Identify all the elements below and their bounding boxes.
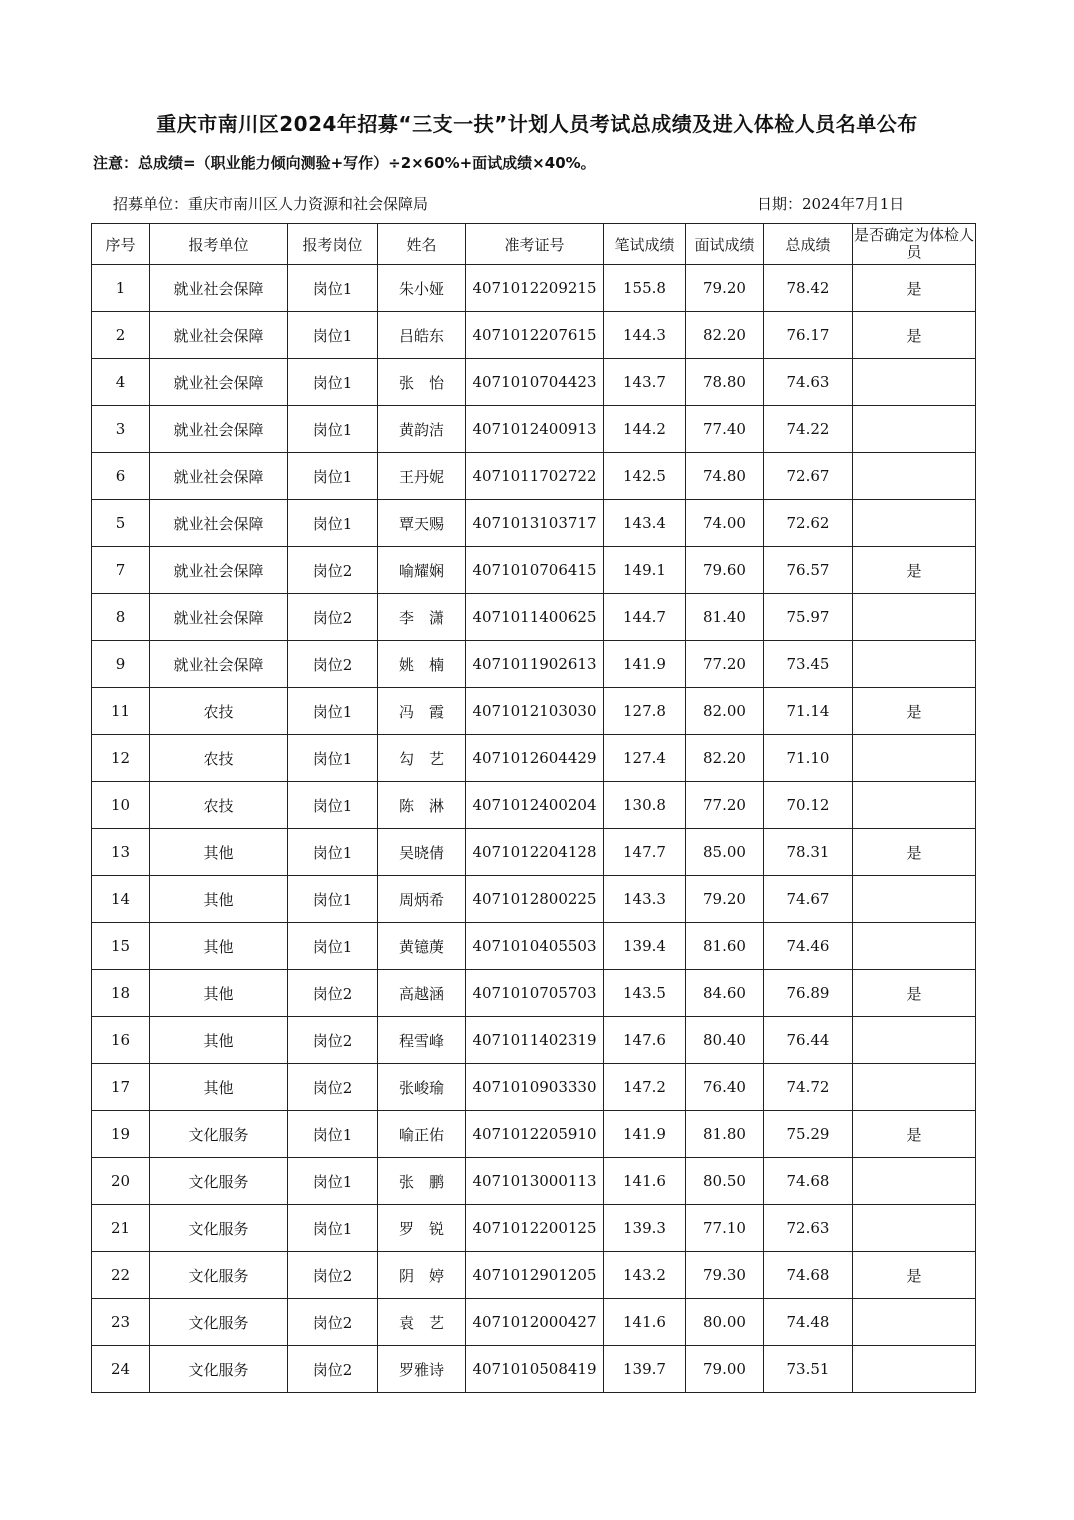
table-body (92, 265, 976, 1393)
interview-score-cell: 77.10 (686, 1205, 764, 1252)
name-cell: 吴晓倩 (378, 829, 466, 876)
exam-id-cell: 4071012103030 (466, 688, 604, 735)
written-score-cell: 139.3 (604, 1205, 686, 1252)
unit-cell: 文化服务 (150, 1346, 288, 1393)
interview-score-cell: 76.40 (686, 1064, 764, 1111)
unit-cell: 就业社会保障 (150, 359, 288, 406)
medical-check-cell (853, 782, 976, 829)
name-cell: 张峻瑜 (378, 1064, 466, 1111)
post-cell: 岗位1 (288, 1158, 378, 1205)
written-score-cell: 130.8 (604, 782, 686, 829)
written-score-cell: 143.2 (604, 1252, 686, 1299)
unit-cell: 农技 (150, 735, 288, 782)
name-cell: 王丹妮 (378, 453, 466, 500)
written-score-cell: 144.7 (604, 594, 686, 641)
total-score-cell: 72.63 (764, 1205, 853, 1252)
medical-check-cell (853, 1158, 976, 1205)
post-cell: 岗位2 (288, 1064, 378, 1111)
page-title: 重庆市南川区2024年招募“三支一扶”计划人员考试总成绩及进入体检人员名单公布 (156, 112, 918, 136)
exam-id-cell: 4071013103717 (466, 500, 604, 547)
medical-check-cell (853, 1205, 976, 1252)
table-row (92, 1346, 976, 1393)
medical-check-cell (853, 406, 976, 453)
total-score-cell: 74.22 (764, 406, 853, 453)
medical-check-cell (853, 641, 976, 688)
post-cell: 岗位2 (288, 1252, 378, 1299)
name-cell: 阴 婷 (378, 1252, 466, 1299)
medical-check-cell: 是 (853, 265, 976, 312)
table-row (92, 594, 976, 641)
unit-cell: 就业社会保障 (150, 500, 288, 547)
unit-cell: 农技 (150, 782, 288, 829)
post-cell: 岗位1 (288, 829, 378, 876)
written-score-cell: 143.4 (604, 500, 686, 547)
post-cell: 岗位1 (288, 688, 378, 735)
written-score-cell: 141.6 (604, 1158, 686, 1205)
score-formula-note: 注意：总成绩=（职业能力倾向测验+写作）÷2×60%+面试成绩×40%。 (93, 154, 596, 172)
written-score-cell: 155.8 (604, 265, 686, 312)
exam-id-cell: 4071010704423 (466, 359, 604, 406)
seq-cell: 6 (92, 453, 150, 500)
post-cell: 岗位1 (288, 782, 378, 829)
unit-cell: 文化服务 (150, 1252, 288, 1299)
medical-check-cell (853, 359, 976, 406)
seq-cell: 23 (92, 1299, 150, 1346)
name-cell: 程雪峰 (378, 1017, 466, 1064)
header-seq: 序号 (92, 224, 150, 265)
written-score-cell: 141.9 (604, 641, 686, 688)
medical-check-cell (853, 594, 976, 641)
medical-check-cell (853, 1299, 976, 1346)
interview-score-cell: 74.80 (686, 453, 764, 500)
table-row (92, 782, 976, 829)
table-row (92, 876, 976, 923)
seq-cell: 4 (92, 359, 150, 406)
total-score-cell: 78.42 (764, 265, 853, 312)
medical-check-cell (853, 876, 976, 923)
interview-score-cell: 74.00 (686, 500, 764, 547)
seq-cell: 21 (92, 1205, 150, 1252)
total-score-cell: 71.14 (764, 688, 853, 735)
table-row (92, 406, 976, 453)
interview-score-cell: 81.60 (686, 923, 764, 970)
total-score-cell: 74.48 (764, 1299, 853, 1346)
name-cell: 袁 艺 (378, 1299, 466, 1346)
medical-check-cell: 是 (853, 688, 976, 735)
total-score-cell: 74.72 (764, 1064, 853, 1111)
name-cell: 冯 霞 (378, 688, 466, 735)
written-score-cell: 143.7 (604, 359, 686, 406)
seq-cell: 10 (92, 782, 150, 829)
name-cell: 喻正佑 (378, 1111, 466, 1158)
table-row (92, 829, 976, 876)
written-score-cell: 141.9 (604, 1111, 686, 1158)
table-row (92, 1064, 976, 1111)
header-post: 报考岗位 (288, 224, 378, 265)
name-cell: 陈 淋 (378, 782, 466, 829)
total-score-cell: 76.44 (764, 1017, 853, 1064)
post-cell: 岗位2 (288, 641, 378, 688)
header-row (92, 224, 976, 265)
name-cell: 罗雅诗 (378, 1346, 466, 1393)
medical-check-cell (853, 453, 976, 500)
exam-id-cell: 4071011400625 (466, 594, 604, 641)
post-cell: 岗位1 (288, 876, 378, 923)
written-score-cell: 149.1 (604, 547, 686, 594)
interview-score-cell: 79.20 (686, 876, 764, 923)
unit-cell: 文化服务 (150, 1158, 288, 1205)
exam-id-cell: 4071012207615 (466, 312, 604, 359)
unit-cell: 就业社会保障 (150, 594, 288, 641)
unit-cell: 就业社会保障 (150, 265, 288, 312)
seq-cell: 3 (92, 406, 150, 453)
table-row (92, 735, 976, 782)
seq-cell: 8 (92, 594, 150, 641)
written-score-cell: 144.3 (604, 312, 686, 359)
exam-id-cell: 4071012200125 (466, 1205, 604, 1252)
exam-id-cell: 4071010903330 (466, 1064, 604, 1111)
post-cell: 岗位1 (288, 453, 378, 500)
medical-check-cell (853, 1064, 976, 1111)
table-header (92, 224, 976, 265)
exam-id-cell: 4071012204128 (466, 829, 604, 876)
total-score-cell: 74.67 (764, 876, 853, 923)
interview-score-cell: 80.00 (686, 1299, 764, 1346)
table-row (92, 265, 976, 312)
seq-cell: 13 (92, 829, 150, 876)
written-score-cell: 147.7 (604, 829, 686, 876)
medical-check-cell (853, 1017, 976, 1064)
header-medical-check: 是否确定为体检人员 (853, 224, 976, 265)
total-score-cell: 78.31 (764, 829, 853, 876)
interview-score-cell: 79.00 (686, 1346, 764, 1393)
header-unit: 报考单位 (150, 224, 288, 265)
unit-cell: 其他 (150, 876, 288, 923)
unit-cell: 文化服务 (150, 1299, 288, 1346)
table-row (92, 1299, 976, 1346)
exam-id-cell: 4071010705703 (466, 970, 604, 1017)
seq-cell: 9 (92, 641, 150, 688)
exam-id-cell: 4071010405503 (466, 923, 604, 970)
exam-id-cell: 4071010508419 (466, 1346, 604, 1393)
exam-id-cell: 4071011702722 (466, 453, 604, 500)
post-cell: 岗位2 (288, 1299, 378, 1346)
written-score-cell: 142.5 (604, 453, 686, 500)
table-row (92, 1158, 976, 1205)
total-score-cell: 70.12 (764, 782, 853, 829)
name-cell: 张 怡 (378, 359, 466, 406)
name-cell: 周炳希 (378, 876, 466, 923)
seq-cell: 15 (92, 923, 150, 970)
interview-score-cell: 77.20 (686, 782, 764, 829)
table-row (92, 641, 976, 688)
post-cell: 岗位1 (288, 923, 378, 970)
post-cell: 岗位2 (288, 970, 378, 1017)
unit-cell: 其他 (150, 970, 288, 1017)
interview-score-cell: 77.20 (686, 641, 764, 688)
header-interview-score: 面试成绩 (686, 224, 764, 265)
total-score-cell: 73.45 (764, 641, 853, 688)
post-cell: 岗位1 (288, 500, 378, 547)
header-total-score: 总成绩 (764, 224, 853, 265)
seq-cell: 5 (92, 500, 150, 547)
header-exam-id: 准考证号 (466, 224, 604, 265)
post-cell: 岗位1 (288, 1111, 378, 1158)
post-cell: 岗位2 (288, 1346, 378, 1393)
written-score-cell: 127.8 (604, 688, 686, 735)
table-row (92, 500, 976, 547)
table-row (92, 1252, 976, 1299)
exam-id-cell: 4071012205910 (466, 1111, 604, 1158)
total-score-cell: 74.63 (764, 359, 853, 406)
post-cell: 岗位2 (288, 1017, 378, 1064)
name-cell: 高越涵 (378, 970, 466, 1017)
name-cell: 喻耀娴 (378, 547, 466, 594)
interview-score-cell: 78.80 (686, 359, 764, 406)
interview-score-cell: 77.40 (686, 406, 764, 453)
exam-id-cell: 4071012209215 (466, 265, 604, 312)
table-row (92, 923, 976, 970)
total-score-cell: 74.68 (764, 1252, 853, 1299)
header-written-score: 笔试成绩 (604, 224, 686, 265)
total-score-cell: 75.97 (764, 594, 853, 641)
unit-cell: 就业社会保障 (150, 453, 288, 500)
interview-score-cell: 84.60 (686, 970, 764, 1017)
total-score-cell: 76.17 (764, 312, 853, 359)
unit-cell: 农技 (150, 688, 288, 735)
unit-cell: 就业社会保障 (150, 547, 288, 594)
written-score-cell: 147.6 (604, 1017, 686, 1064)
total-score-cell: 76.89 (764, 970, 853, 1017)
exam-id-cell: 4071011902613 (466, 641, 604, 688)
post-cell: 岗位2 (288, 547, 378, 594)
exam-id-cell: 4071012800225 (466, 876, 604, 923)
recruiting-unit: 招募单位：重庆市南川区人力资源和社会保障局 (113, 195, 429, 213)
seq-cell: 11 (92, 688, 150, 735)
unit-cell: 就业社会保障 (150, 312, 288, 359)
unit-cell: 文化服务 (150, 1205, 288, 1252)
exam-id-cell: 4071012400204 (466, 782, 604, 829)
seq-cell: 7 (92, 547, 150, 594)
post-cell: 岗位1 (288, 312, 378, 359)
table-row (92, 970, 976, 1017)
exam-id-cell: 4071012901205 (466, 1252, 604, 1299)
medical-check-cell (853, 1346, 976, 1393)
written-score-cell: 144.2 (604, 406, 686, 453)
name-cell: 张 鹏 (378, 1158, 466, 1205)
post-cell: 岗位1 (288, 406, 378, 453)
interview-score-cell: 81.80 (686, 1111, 764, 1158)
unit-cell: 其他 (150, 923, 288, 970)
unit-cell: 其他 (150, 1064, 288, 1111)
exam-id-cell: 4071011402319 (466, 1017, 604, 1064)
unit-cell: 其他 (150, 1017, 288, 1064)
score-table (91, 223, 976, 1393)
post-cell: 岗位1 (288, 1205, 378, 1252)
total-score-cell: 71.10 (764, 735, 853, 782)
seq-cell: 12 (92, 735, 150, 782)
header-name: 姓名 (378, 224, 466, 265)
interview-score-cell: 81.40 (686, 594, 764, 641)
seq-cell: 22 (92, 1252, 150, 1299)
seq-cell: 20 (92, 1158, 150, 1205)
total-score-cell: 74.46 (764, 923, 853, 970)
exam-id-cell: 4071013000113 (466, 1158, 604, 1205)
medical-check-cell: 是 (853, 970, 976, 1017)
name-cell: 吕皓东 (378, 312, 466, 359)
medical-check-cell: 是 (853, 1252, 976, 1299)
interview-score-cell: 79.60 (686, 547, 764, 594)
name-cell: 姚 楠 (378, 641, 466, 688)
seq-cell: 19 (92, 1111, 150, 1158)
interview-score-cell: 79.20 (686, 265, 764, 312)
table-row (92, 1205, 976, 1252)
written-score-cell: 143.3 (604, 876, 686, 923)
medical-check-cell: 是 (853, 312, 976, 359)
seq-cell: 16 (92, 1017, 150, 1064)
medical-check-cell: 是 (853, 547, 976, 594)
seq-cell: 14 (92, 876, 150, 923)
interview-score-cell: 80.50 (686, 1158, 764, 1205)
seq-cell: 24 (92, 1346, 150, 1393)
unit-cell: 就业社会保障 (150, 406, 288, 453)
total-score-cell: 73.51 (764, 1346, 853, 1393)
seq-cell: 2 (92, 312, 150, 359)
total-score-cell: 75.29 (764, 1111, 853, 1158)
written-score-cell: 147.2 (604, 1064, 686, 1111)
medical-check-cell: 是 (853, 1111, 976, 1158)
written-score-cell: 139.7 (604, 1346, 686, 1393)
post-cell: 岗位1 (288, 735, 378, 782)
total-score-cell: 76.57 (764, 547, 853, 594)
seq-cell: 1 (92, 265, 150, 312)
table-row (92, 359, 976, 406)
exam-id-cell: 4071012400913 (466, 406, 604, 453)
table-row (92, 547, 976, 594)
interview-score-cell: 80.40 (686, 1017, 764, 1064)
medical-check-cell (853, 923, 976, 970)
name-cell: 罗 锐 (378, 1205, 466, 1252)
name-cell: 覃天赐 (378, 500, 466, 547)
medical-check-cell (853, 735, 976, 782)
medical-check-cell: 是 (853, 829, 976, 876)
unit-cell: 就业社会保障 (150, 641, 288, 688)
name-cell: 黄韵洁 (378, 406, 466, 453)
unit-cell: 文化服务 (150, 1111, 288, 1158)
written-score-cell: 141.6 (604, 1299, 686, 1346)
total-score-cell: 72.62 (764, 500, 853, 547)
name-cell: 李 潇 (378, 594, 466, 641)
table-row (92, 1111, 976, 1158)
medical-check-cell (853, 500, 976, 547)
interview-score-cell: 82.00 (686, 688, 764, 735)
post-cell: 岗位2 (288, 594, 378, 641)
table-row (92, 1017, 976, 1064)
exam-id-cell: 4071012604429 (466, 735, 604, 782)
name-cell: 勾 艺 (378, 735, 466, 782)
interview-score-cell: 85.00 (686, 829, 764, 876)
table-row (92, 312, 976, 359)
table-row (92, 688, 976, 735)
interview-score-cell: 82.20 (686, 735, 764, 782)
table-row (92, 453, 976, 500)
seq-cell: 17 (92, 1064, 150, 1111)
interview-score-cell: 82.20 (686, 312, 764, 359)
post-cell: 岗位1 (288, 265, 378, 312)
written-score-cell: 143.5 (604, 970, 686, 1017)
exam-id-cell: 4071010706415 (466, 547, 604, 594)
unit-cell: 其他 (150, 829, 288, 876)
name-cell: 朱小娅 (378, 265, 466, 312)
total-score-cell: 72.67 (764, 453, 853, 500)
total-score-cell: 74.68 (764, 1158, 853, 1205)
exam-id-cell: 4071012000427 (466, 1299, 604, 1346)
post-cell: 岗位1 (288, 359, 378, 406)
seq-cell: 18 (92, 970, 150, 1017)
publish-date: 日期：2024年7月1日 (757, 195, 905, 213)
written-score-cell: 139.4 (604, 923, 686, 970)
name-cell: 黄镱菮 (378, 923, 466, 970)
written-score-cell: 127.4 (604, 735, 686, 782)
interview-score-cell: 79.30 (686, 1252, 764, 1299)
